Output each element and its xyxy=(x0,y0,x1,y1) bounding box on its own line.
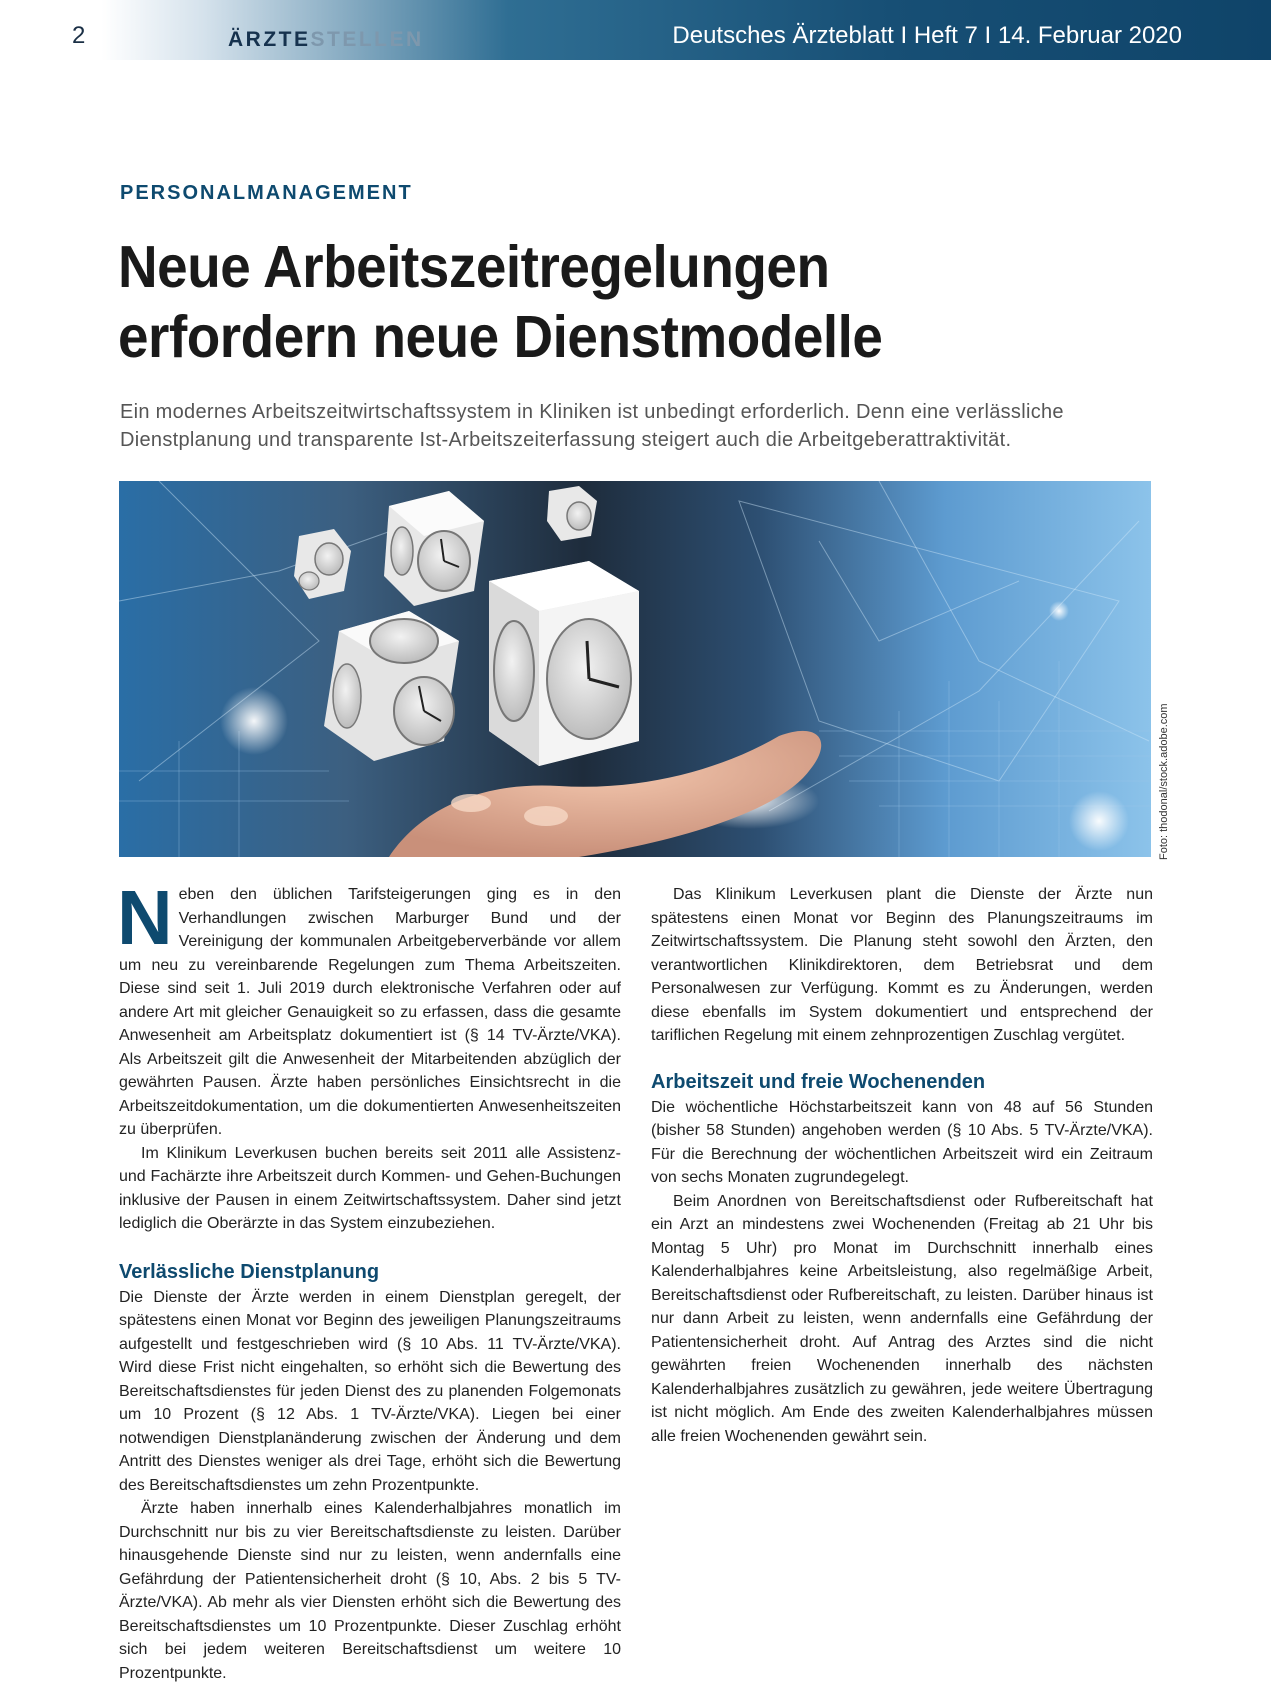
section-heading: Arbeitszeit und freie Wochenenden xyxy=(651,1070,986,1093)
article-paragraph: Die Dienste der Ärzte werden in einem Dienstplan geregelt, der spätestens einen Monat vor Beginn des jeweiligen Planungszeitraums aufgestellt und festgeschrieben wird (§ 10 Abs. 11 TV-Ärzte/VKA). Wird diese Frist nicht eingehalten, so erhöht sich die Bewertung des Bereitschaftsdienstes für jeden Dienst des zu planenden Folgemonats um 10 Prozent (§ 12 Abs. 1 TV-Ärzte/VKA). Liegen bei einer notwendigen Dienstplanänderung zwischen der Änderung und dem Antritt des Dienstes weniger als drei Tage, erhöht sich die Bewertung des Bereitschaftsdienstes um zehn Prozentpunkte. xyxy=(119,1288,621,1494)
header-bar xyxy=(0,0,1271,60)
section-kicker: PERSONALMANAGEMENT xyxy=(120,182,413,204)
issue-info: Deutsches Ärzteblatt I Heft 7 I 14. Februar 2020 xyxy=(672,22,1182,49)
drop-cap: N xyxy=(117,875,173,961)
article-paragraph: Neben den üblichen Tarifsteigerungen ging es in den Verhandlungen zwischen Marburger Bund und der Vereinigung der kommunalen Arbeitgeberverbände vor allem um neu zu vereinbarende Regelungen zum Thema Arbeitszeiten. Diese sind seit 1. Juli 2019 durch elektronische Verfahren oder auf andere Art mit gleicher Genauigkeit so zu erfassen, dass die gesamte Anwesenheit am Arbeitsplatz dokumentiert ist (§ 14 TV-Ärzte/VKA). Als Arbeitszeit gilt die Anwesenheit der Mitarbeitenden abzüglich der gewährten Pausen. Ärzte haben persönliches Einsichtsrecht in die Arbeitszeitdokumentation, um die dokumentierten Anwesenheitszeiten zu überprüfen. xyxy=(117,875,621,1138)
text-column-left xyxy=(117,875,621,1685)
article-paragraph: Im Klinikum Leverkusen buchen bereits seit 2011 alle Assistenz- und Fachärzte ihre Arbeitszeit durch Kommen- und Gehen-Buchungen inklusive der Pausen in einem Zeitwirtschaftssystem. Daher sind jetzt lediglich die Oberärzte in das System einzubeziehen. xyxy=(119,1144,621,1232)
article-photo xyxy=(119,481,1151,857)
text-column-right xyxy=(651,883,1153,1448)
section-heading: Verlässliche Dienstplanung xyxy=(119,1260,380,1283)
article-paragraph: Das Klinikum Leverkusen plant die Dienste der Ärzte nun spätestens einen Monat vor Beginn des Planungszeitraums im Zeitwirtschaftssystem. Die Planung steht sowohl den Ärzten, den verantwortlichen Klinikdirektoren, dem Betriebsrat und dem Personalwesen zur Verfügung. Kommt es zu Änderungen, werden diese ebenfalls im System dokumentiert und entsprechend der tariflichen Regelung mit einem zehnprozentigen Zuschlag vergütet. xyxy=(651,886,1153,1044)
article-title: Neue Arbeitszeitregelungen erfordern neue Dienstmodelle xyxy=(118,234,883,370)
brand-logo: ÄRZTESTELLEN xyxy=(228,28,424,51)
article-lead: Ein modernes Arbeitszeitwirtschaftssystem in Kliniken ist unbedingt erforderlich. Denn eine verlässliche Dienstplanung und transparente Ist-Arbeitszeiterfassung steigert auch die Arbeitgeberattraktivität. xyxy=(120,401,1064,451)
photo-credit: Foto: thodonal/stock.adobe.com xyxy=(1158,703,1170,860)
page-number: 2 xyxy=(72,22,86,49)
article-paragraph: Beim Anordnen von Bereitschaftsdienst oder Rufbereitschaft hat ein Arzt an mindestens zwei Wochenenden (Freitag ab 21 Uhr bis Montag 5 Uhr) pro Monat im Durchschnitt innerhalb eines Kalenderhalbjahres keine Arbeitsleistung, also regelmäßige Arbeit, Bereitschaftsdienst oder Rufbereitschaft, zu leisten. Darüber hinaus ist nur dann Arbeit zu leisten, wenn andernfalls eine Gefährdung der Patientensicherheit droht. Auf Antrag des Arztes sind die nicht gewährten freien Wochenenden innerhalb des nächsten Kalenderhalbjahres zusätzlich zu gewähren, jede weitere Übertragung ist nicht möglich. Am Ende des zweiten Kalenderhalbjahres müssen alle freien Wochenenden gewährt sein. xyxy=(651,1192,1153,1445)
article-paragraph: Ärzte haben innerhalb eines Kalenderhalbjahres monatlich im Durchschnitt nur bis zu vier Bereitschaftsdienste zu leisten. Darüber hinausgehende Dienste sind nur zu leisten, wenn andernfalls eine Gefährdung der Patientensicherheit droht (§ 10, Abs. 2 bis 5 TV-Ärzte/VKA). Ab mehr als vier Diensten erhöht sich die Bewertung des Bereitschaftsdienstes um 10 Prozentpunkte. Dieser Zuschlag erhöht sich bei jedem weiteren Bereitschaftsdienst um weitere 10 Prozentpunkte. xyxy=(119,1500,621,1682)
article-paragraph: Die wöchentliche Höchstarbeitszeit kann von 48 auf 56 Stunden (bisher 58 Stunden) angehoben werden (§ 10 Abs. 5 TV-Ärzte/VKA). Für die Berechnung der wöchentlichen Arbeitszeit wird ein Zeitraum von sechs Monaten zugrundegelegt. xyxy=(651,1098,1153,1186)
